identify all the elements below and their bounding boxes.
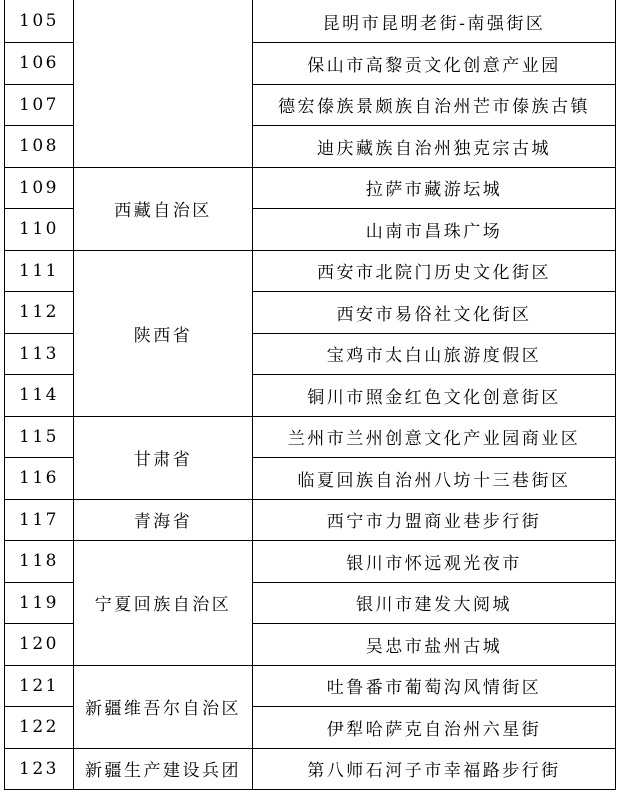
row-number-cell: 107 [5,84,74,126]
row-number-cell: 109 [5,167,74,209]
street-name-cell: 伊犁哈萨克自治州六星街 [253,707,616,749]
row-number-cell: 119 [5,582,74,624]
province-cell: 青海省 [74,499,253,541]
table-row [5,541,616,583]
street-name-cell: 吐鲁番市葡萄沟风情街区 [253,665,616,707]
street-name-cell: 宝鸡市太白山旅游度假区 [253,333,616,375]
row-number-cell: 116 [5,458,74,500]
row-number-cell: 106 [5,43,74,85]
province-cell: 新疆维吾尔自治区 [74,665,253,748]
street-name-cell: 保山市高黎贡文化创意产业园 [253,43,616,85]
street-name-cell: 临夏回族自治州八坊十三巷街区 [253,458,616,500]
pedestrian-street-list-table [4,0,616,790]
street-name-cell: 山南市昌珠广场 [253,209,616,251]
table-row [5,665,616,707]
street-name-cell: 迪庆藏族自治州独克宗古城 [253,126,616,168]
street-name-cell: 昆明市昆明老街-南强街区 [253,0,616,43]
street-name-cell: 德宏傣族景颇族自治州芒市傣族古镇 [253,84,616,126]
table-row [5,748,616,790]
row-number-cell: 112 [5,292,74,334]
table-body [5,0,616,790]
street-name-cell: 拉萨市藏游坛城 [253,167,616,209]
row-number-cell: 111 [5,250,74,292]
province-cell: 新疆生产建设兵团 [74,748,253,790]
street-name-cell: 兰州市兰州创意文化产业园商业区 [253,416,616,458]
row-number-cell: 105 [5,0,74,43]
table-row [5,499,616,541]
row-number-cell: 118 [5,541,74,583]
table-row [5,0,616,43]
province-cell: 西藏自治区 [74,167,253,250]
street-name-cell: 铜川市照金红色文化创意街区 [253,375,616,417]
table-row [5,416,616,458]
row-number-cell: 113 [5,333,74,375]
street-name-cell: 吴忠市盐州古城 [253,624,616,666]
province-cell [74,0,253,167]
street-name-cell: 银川市怀远观光夜市 [253,541,616,583]
province-cell: 宁夏回族自治区 [74,541,253,666]
street-name-cell: 西安市易俗社文化街区 [253,292,616,334]
province-cell: 陕西省 [74,250,253,416]
row-number-cell: 122 [5,707,74,749]
row-number-cell: 121 [5,665,74,707]
table-row [5,250,616,292]
row-number-cell: 117 [5,499,74,541]
street-name-cell: 西安市北院门历史文化街区 [253,250,616,292]
row-number-cell: 108 [5,126,74,168]
row-number-cell: 123 [5,748,74,790]
row-number-cell: 110 [5,209,74,251]
street-name-cell: 第八师石河子市幸福路步行街 [253,748,616,790]
row-number-cell: 120 [5,624,74,666]
row-number-cell: 114 [5,375,74,417]
street-name-cell: 西宁市力盟商业巷步行街 [253,499,616,541]
province-cell: 甘肃省 [74,416,253,499]
street-name-cell: 银川市建发大阅城 [253,582,616,624]
table-row [5,167,616,209]
row-number-cell: 115 [5,416,74,458]
